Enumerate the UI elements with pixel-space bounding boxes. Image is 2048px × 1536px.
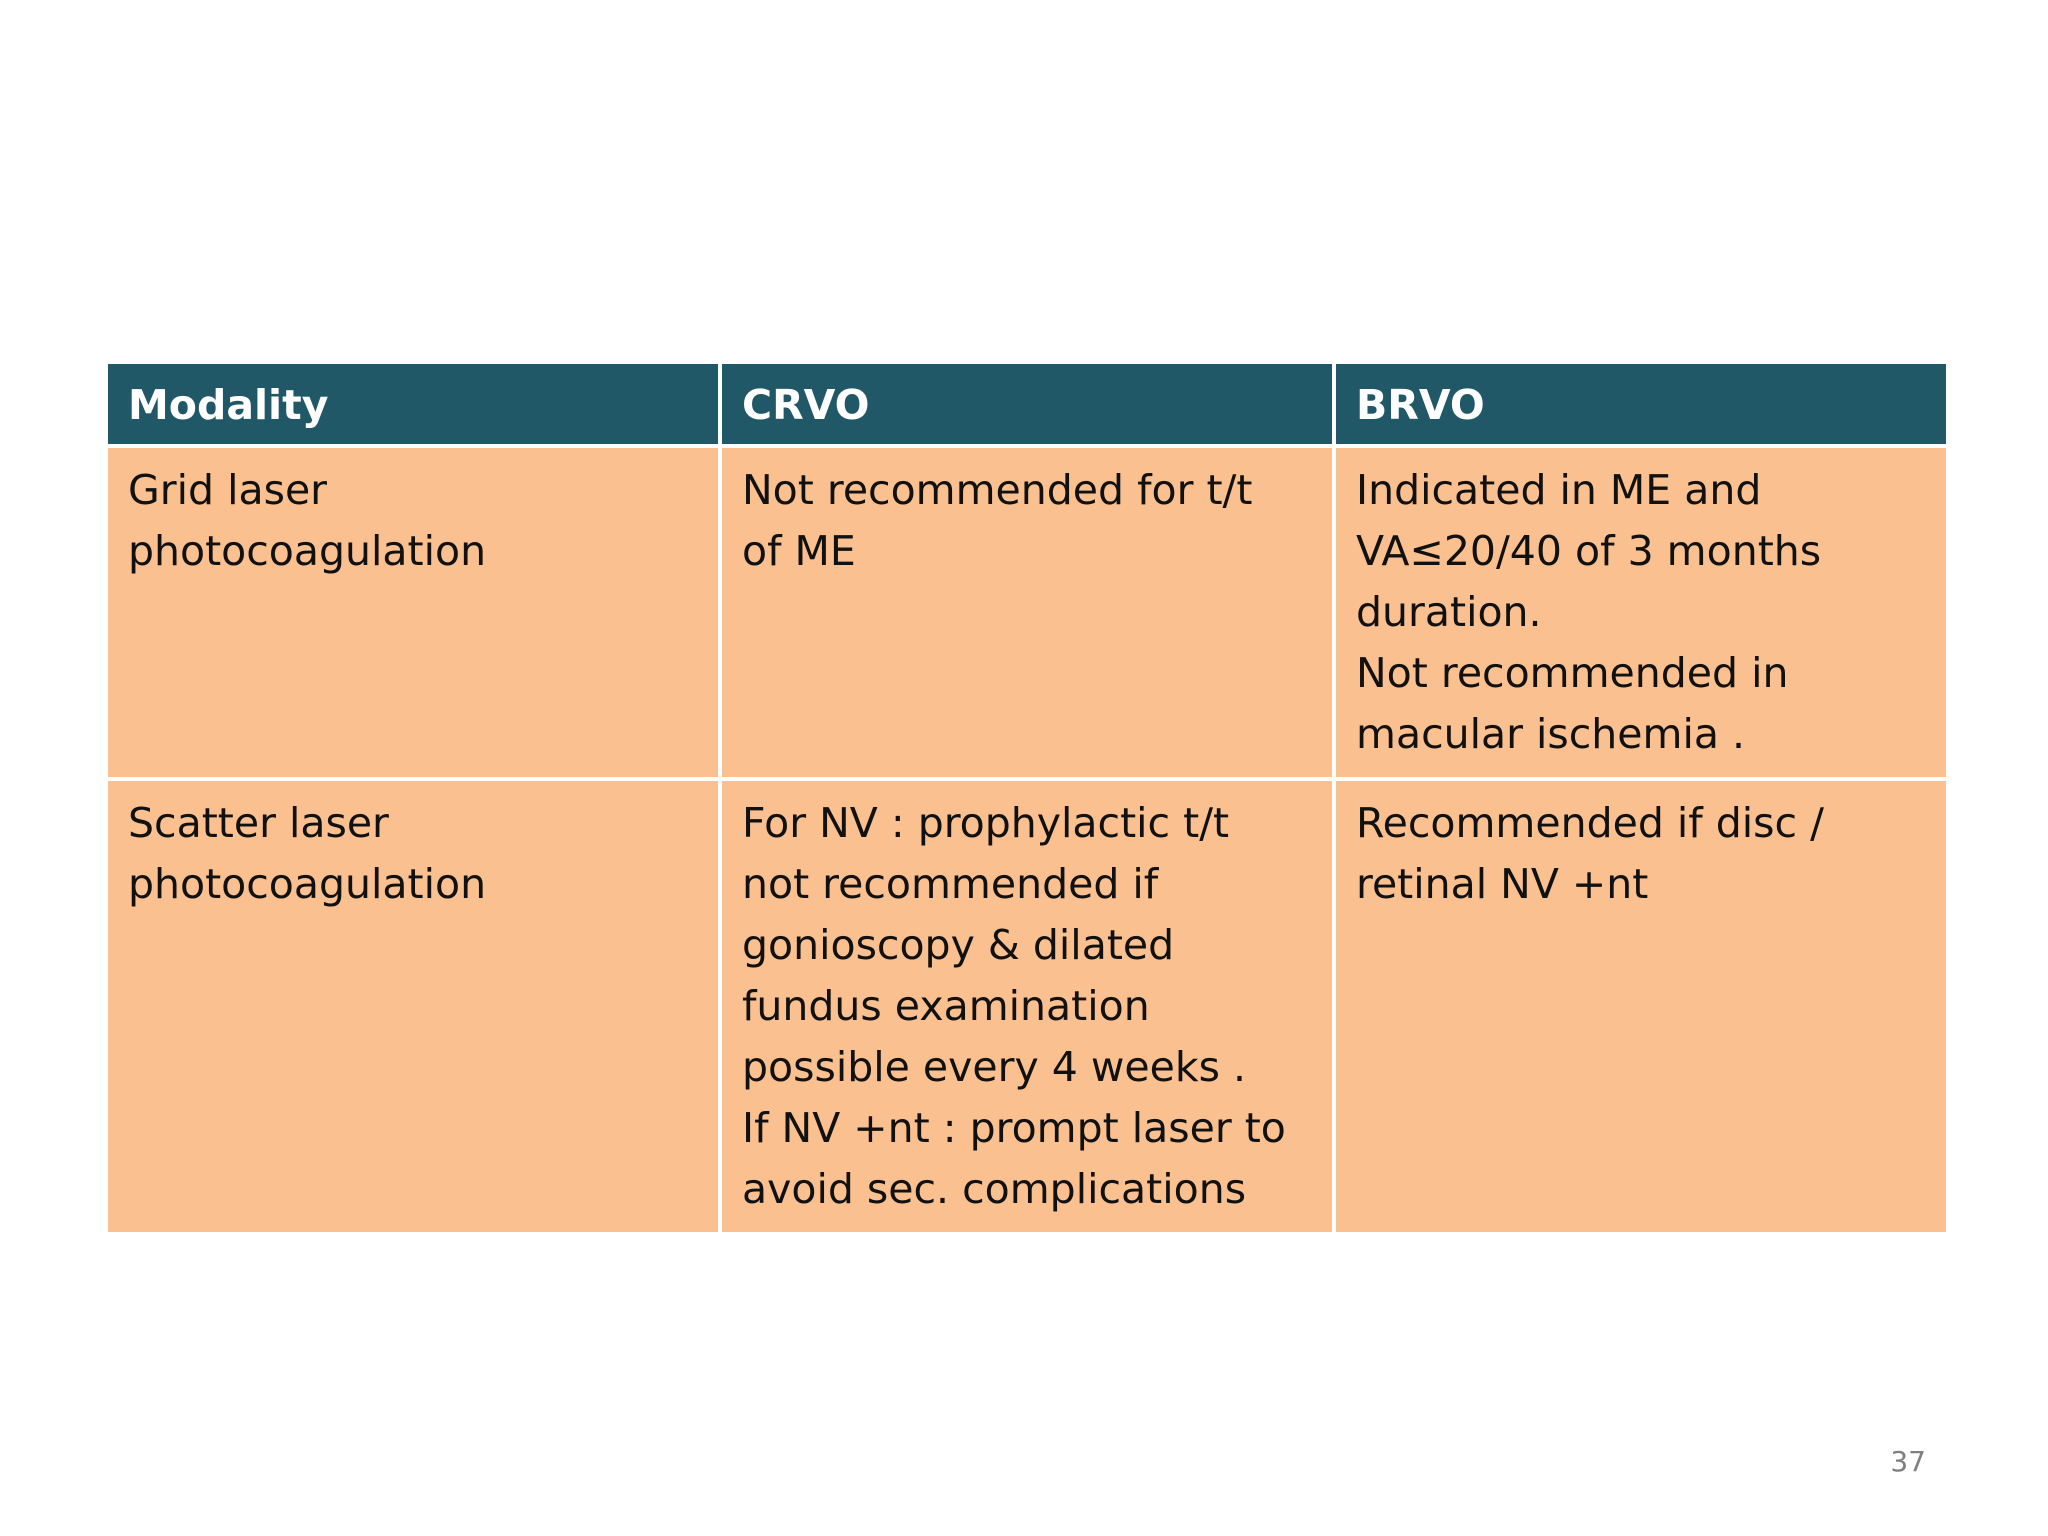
cell-line: If NV +nt : prompt laser to — [742, 1104, 1286, 1152]
header-brvo: BRVO — [1334, 362, 1948, 446]
cell-brvo — [1334, 779, 1948, 1234]
cell-line: VA≤20/40 of 3 months — [1356, 527, 1822, 575]
cell-line: gonioscopy & dilated — [742, 921, 1175, 969]
cell-modality — [106, 779, 720, 1234]
cell-line: possible every 4 weeks . — [742, 1043, 1247, 1091]
cell-brvo — [1334, 446, 1948, 779]
cell-line: Scatter laser — [128, 799, 389, 847]
cell-line: retinal NV +nt — [1356, 860, 1649, 908]
page-number: 37 — [1890, 1445, 1926, 1478]
header-modality: Modality — [106, 362, 720, 446]
table-header-row — [106, 362, 1948, 446]
cell-modality — [106, 446, 720, 779]
cell-line: photocoagulation — [128, 860, 487, 908]
cell-line: not recommended if — [742, 860, 1159, 908]
cell-line: duration. — [1356, 588, 1542, 636]
table-row-grid-laser — [106, 446, 1948, 779]
cell-line: For NV : prophylactic t/t — [742, 799, 1230, 847]
cell-line: photocoagulation — [128, 527, 487, 575]
cell-crvo — [720, 446, 1334, 779]
cell-crvo — [720, 779, 1334, 1234]
header-crvo: CRVO — [720, 362, 1334, 446]
cell-line: Indicated in ME and — [1356, 466, 1762, 514]
cell-line: fundus examination — [742, 982, 1150, 1030]
cell-line: of ME — [742, 527, 856, 575]
cell-line: Grid laser — [128, 466, 328, 514]
comparison-table — [104, 360, 1950, 1236]
table-row-scatter-laser — [106, 779, 1948, 1234]
cell-line: avoid sec. complications — [742, 1165, 1247, 1213]
cell-line: Recommended if disc / — [1356, 799, 1824, 847]
cell-line: macular ischemia . — [1356, 710, 1746, 758]
cell-line: Not recommended in — [1356, 649, 1789, 697]
cell-line: Not recommended for t/t — [742, 466, 1253, 514]
